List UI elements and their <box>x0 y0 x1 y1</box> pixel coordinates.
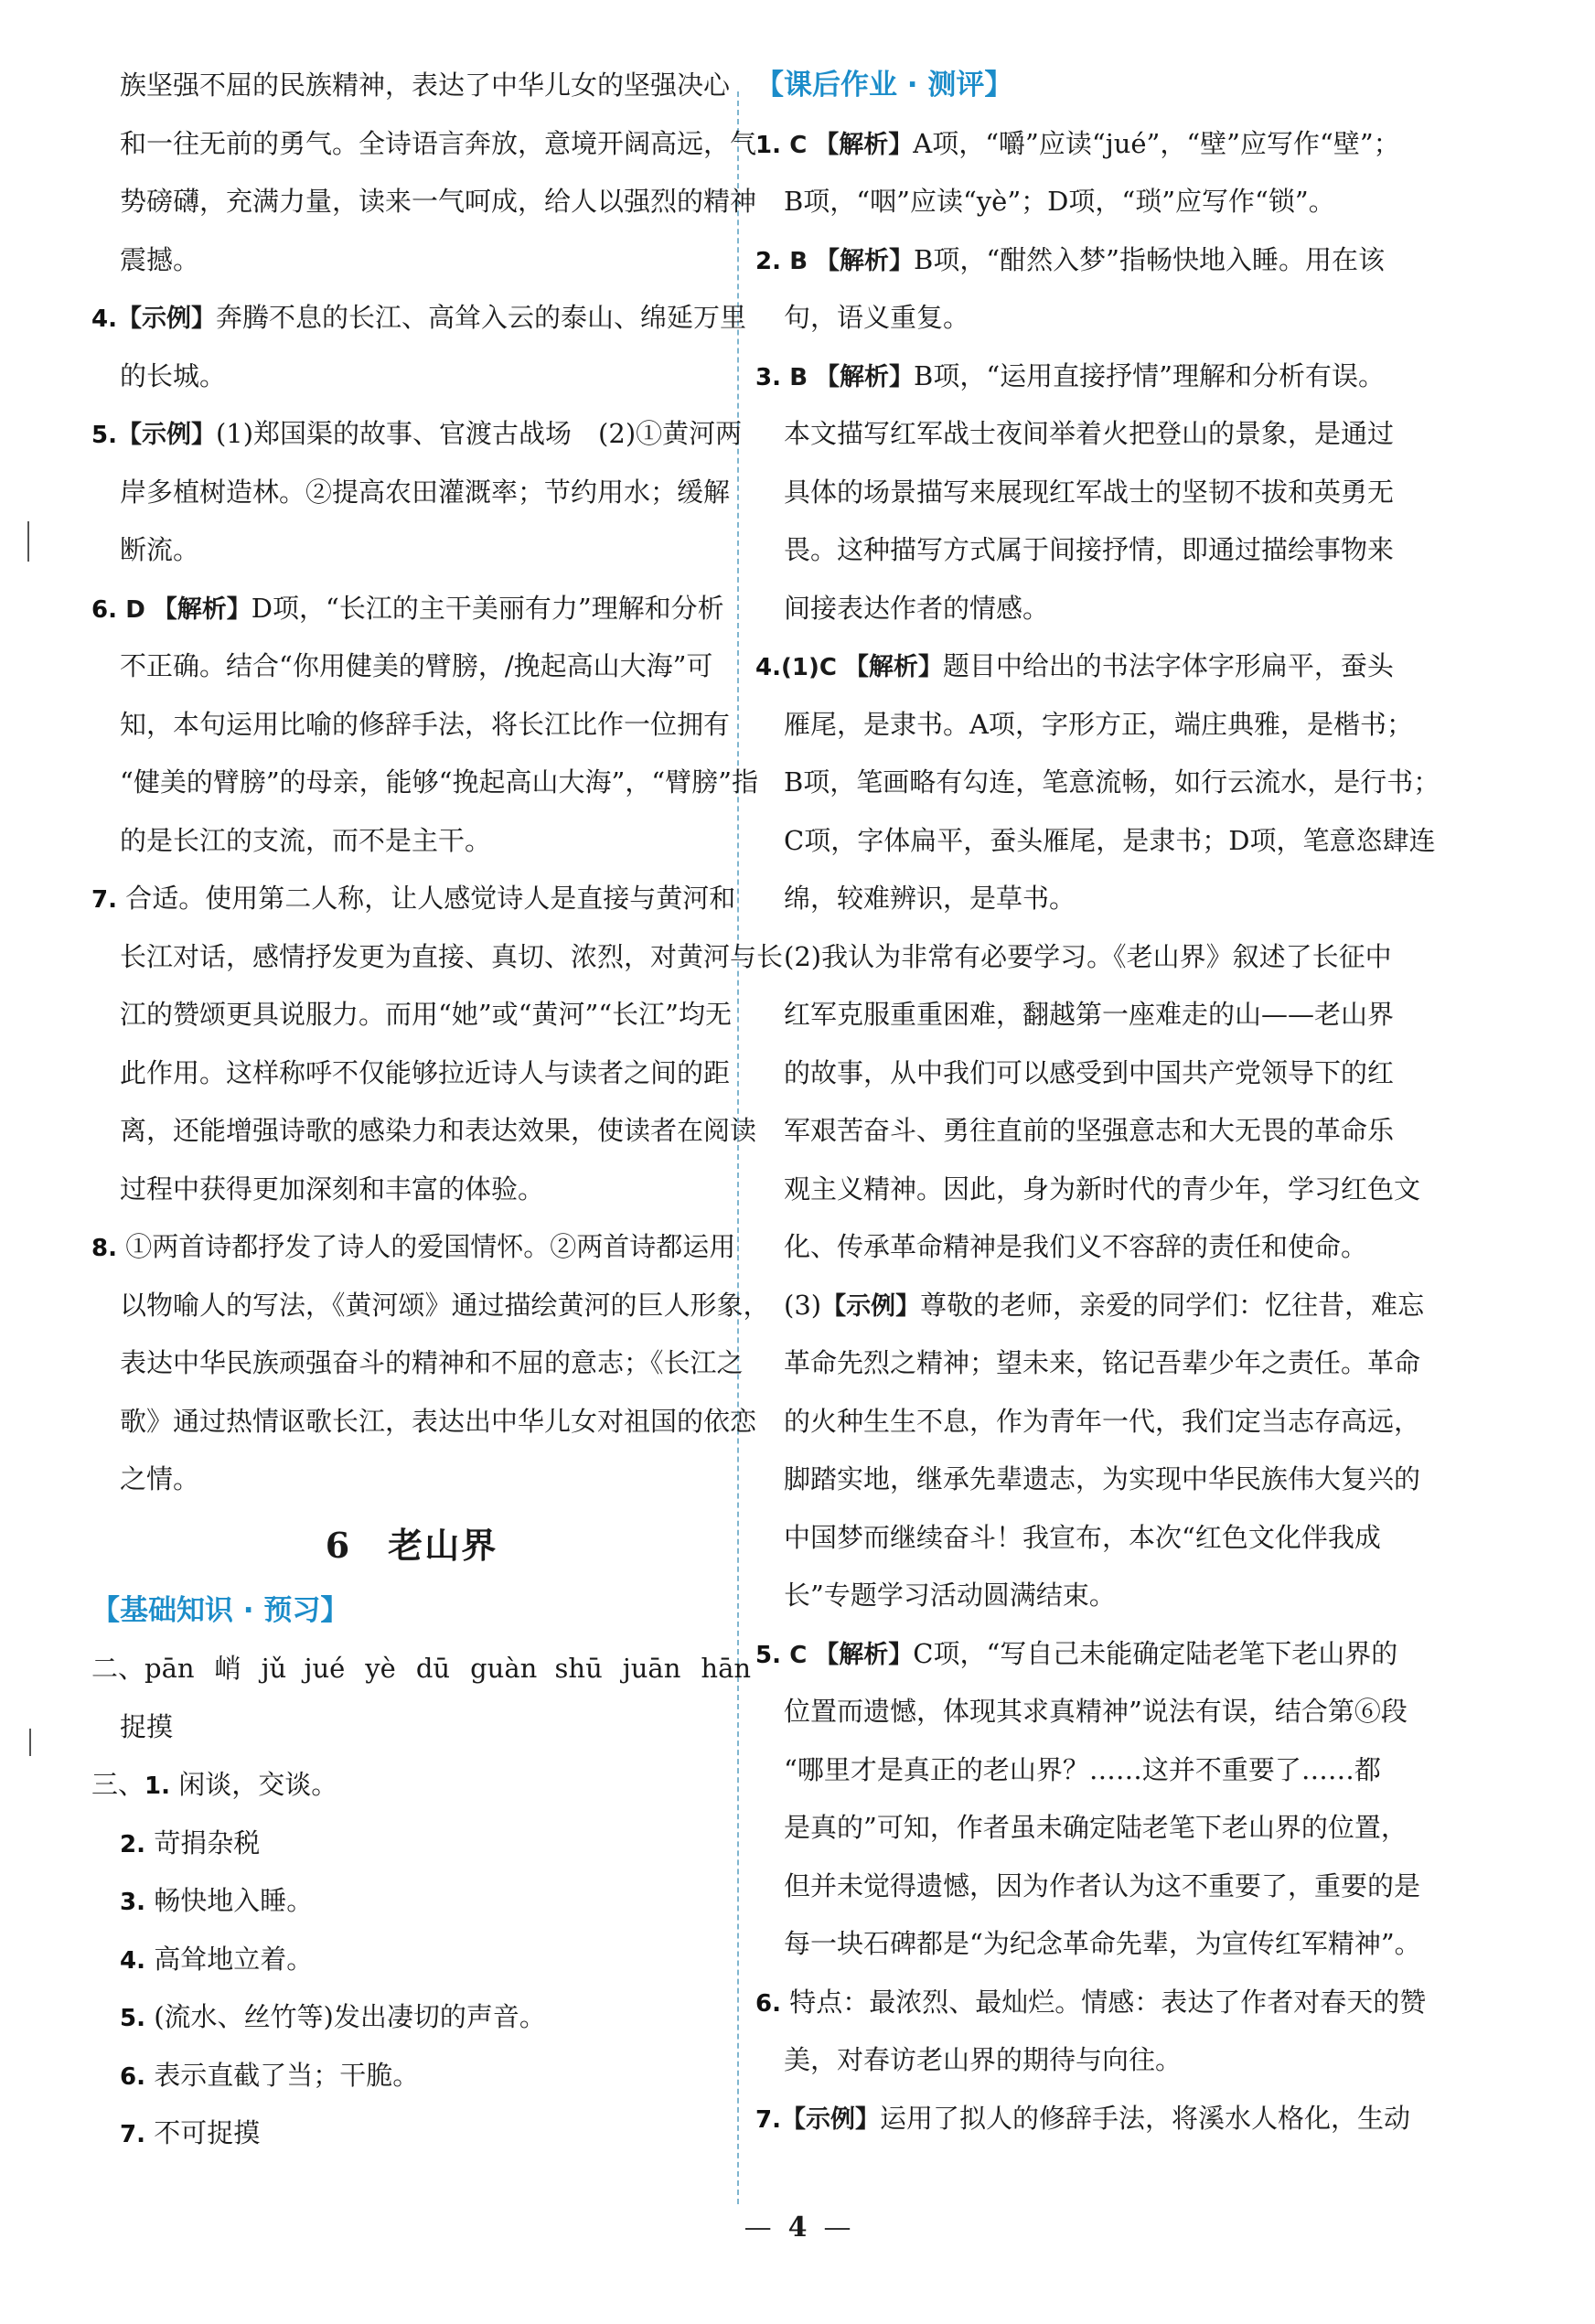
word-meanings: 三、1. 闲谈，交谈。 2. 苛捐杂税 3. 畅快地入睡。 4. 高耸地立着。 5. (流水、丝竹等)发出凄切的声音。 6. 表示直截了当；干脆。 7. 不可捉摸 <box>91 1769 546 2148</box>
lesson-name: 老山界 <box>388 1524 498 1566</box>
hw-answer-7: 7.【示例】运用了拟人的修辞手法，将溪水人格化，生动 <box>755 2102 1410 2134</box>
hw-answer-3: 3. B 【解析】B项，“运用直接抒情”理解和分析有误。 本文描写红军战士夜间举着火把登山的景象，是通过 具体的场景描写来展现红军战士的坚韧不拔和英勇无 畏。这种描写方式属于间接抒情，即通过描绘事物来 间接表达作者的情感。 <box>755 359 1395 624</box>
answer-8: 8. ①两首诗都抒发了诗人的爱国情怀。②两首诗都运用 以物喻人的写法，《黄河颂》通过描绘黄河的巨人形象， 表达中华民族顽强奋斗的精神和不屈的意志；《长江之 歌》通过热情讴歌长江，表达出中华儿女对祖国的依恋 之情。 <box>91 1231 770 1494</box>
page-number: 4 <box>787 2212 808 2244</box>
hw-answer-2: 2. B 【解析】B项，“酣然入梦”指畅快地入睡。用在该 句，语义重复。 <box>755 243 1385 333</box>
continued-paragraph: 族坚强不屈的民族精神，表达了中华儿女的坚强决心 和一往无前的勇气。全诗语言奔放，意境开阔高远，气 势磅礴，充满力量，读来一气呵成，给人以强烈的精神 震撼。 <box>120 70 757 275</box>
lesson-number: 6 <box>325 1524 352 1566</box>
hw-answer-4: 4.(1)C 【解析】题目中给出的书法字体字形扁平，蚕头 雁尾，是隶书。A项，字形方正，端庄典雅，是楷书； B项，笔画略有勾连，笔意流畅，如行云流水，是行书； C项，字体扁平，蚕头雁尾，是隶书；D项，笔意恣肆连 绵，较难辨识，是草书。 (2)我认为非常有必要学习。《老山界》叙述了长征中 红军克服重重困难，翻越第一座难走的山——老山界 的故事，从中我们可以感受到中国共产党领导下的红 军艰苦奋斗、勇往直前的坚强意志和大无畏的革命乐 观主义精神。因此，身为新时代的青少年，学习红色文 化、传承革命精神是我们义不容辞的责任和使命。 (3)【示例】尊敬的老师，亲爱的同学们：忆往昔，难忘 革命先烈之精神；望未来，铭记吾辈少年之责任。革命 的火种生生不息，作为青年一代，我们定当志存高远， 脚踏实地，继承先辈遗志，为实现中华民族伟大复兴的 中国梦而继续奋斗！我宣布，本次“红色文化伴我成 长”专题学习活动圆满结束。 <box>755 650 1440 1611</box>
answer-5: 5.【示例】(1)郑国渠的故事、官渡古战场 (2)①黄河两 岸多植树造林。②提高农田灌溉率；节约用水；缓解 断流。 <box>91 418 743 565</box>
right-column <box>755 57 1440 2147</box>
lesson-title <box>91 1509 732 1582</box>
section-heading-preview: 【基础知识 · 预习】 <box>91 1593 349 1627</box>
section-heading-homework: 【课后作业 · 测评】 <box>755 69 1013 102</box>
hw-answer-5: 5. C 【解析】C项，“写自己未能确定陆老笔下老山界的 位置而遗憾，体现其求真精神”说法有误，结合第⑥段 “哪里才是真正的老山界？……这并不重要了……都 是真的”可知，作者虽未确定陆老笔下老山界的位置， 但并未觉得遗憾，因为作者认为这不重要了，重要的是 每一块石碑都是“为纪念革命先辈，为宣传红军精神”。 <box>755 1637 1421 1959</box>
left-column <box>91 57 784 2163</box>
answer-6: 6. D 【解析】D项，“长江的主干美丽有力”理解和分析 不正确。结合“你用健美的臂膀，/挽起高山大海”可 知，本句运用比喻的修辞手法，将长江比作一位拥有 “健美的臂膀”的母亲，能够“挽起高山大海”，“臂膀”指 的是长江的支流，而不是主干。 <box>91 592 758 856</box>
hw-answer-1: 1. C 【解析】A项，“嚼”应读“jué”，“壁”应写作“壁”； B项，“咽”应读“yè”；D项，“琐”应写作“锁”。 <box>755 127 1400 217</box>
scan-mark <box>29 1729 31 1756</box>
page-footer: — 4 — <box>744 2212 851 2244</box>
hw-answer-6: 6. 特点：最浓烈、最灿烂。情感：表达了作者对春天的赞 美，对春访老山界的期待与向往。 <box>755 1986 1427 2075</box>
answer-4: 4.【示例】奔腾不息的长江、高耸入云的泰山、绵延万里 的长城。 <box>91 302 746 391</box>
answer-7: 7. 合适。使用第二人称，让人感觉诗人是直接与黄河和 长江对话，感情抒发更为直接、真切、浓烈，对黄河与长 江的赞颂更具说服力。而用“她”或“黄河”“长江”均无 此作用。这样称呼不仅能够拉近诗人与读者之间的距 离，还能增强诗歌的感染力和表达效果，使读者在阅读 过程中获得更加深刻和丰富的体验。 <box>91 883 784 1205</box>
pinyin-answers: 二、pān 峭 jǔ jué yè dū guàn shū juān hān 捉摸 <box>91 1653 752 1742</box>
scan-mark <box>27 521 29 562</box>
